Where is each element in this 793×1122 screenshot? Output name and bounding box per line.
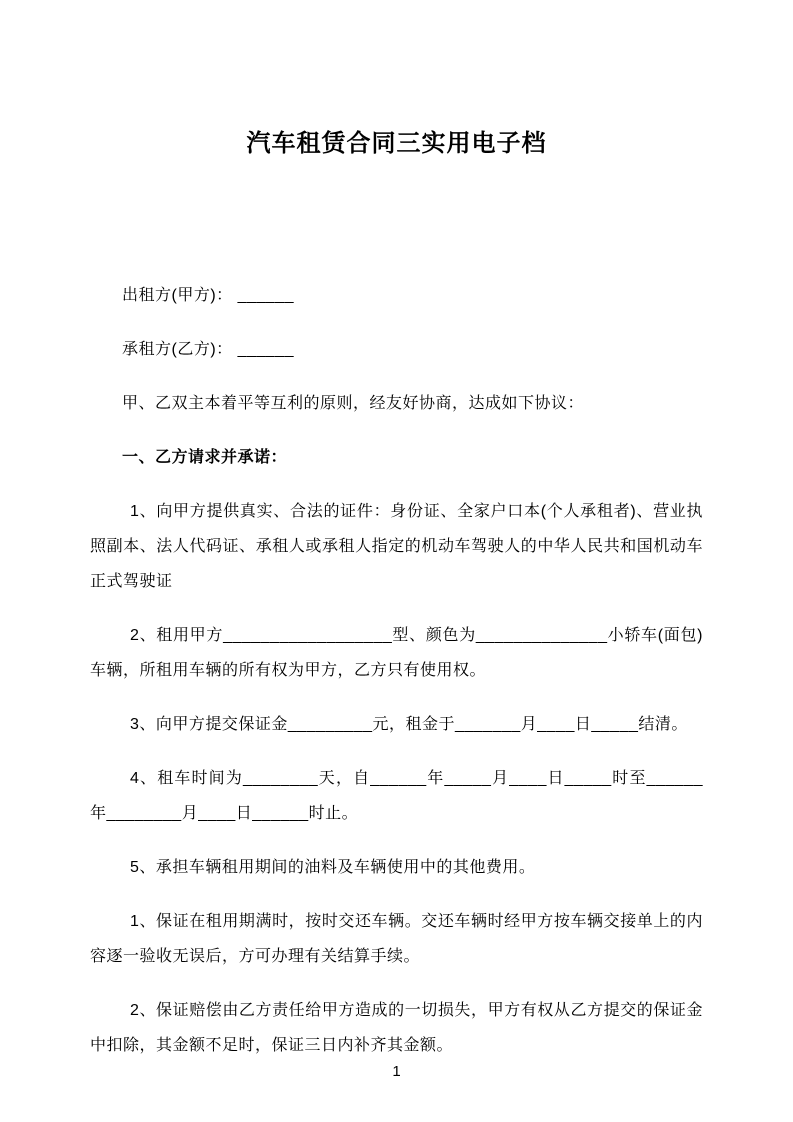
paragraph-guarantee-1-return: 1、保证在租用期满时，按时交还车辆。交还车辆时经甲方按车辆交接单上的内容逐一验收无误后，方可办理有关结算手续。 (90, 913, 703, 965)
paragraph-clause-2-vehicle: 2、租用甲方__________________型、颜色为______________小轿车(面包)车辆，所租用车辆的所有权为甲方，乙方只有使用权。 (90, 627, 703, 679)
section-heading-party-b-promises: 一、乙方请求并承诺： (122, 449, 288, 466)
paragraph-preamble: 甲、乙双主本着平等互利的原则，经友好协商，达成如下协议： (122, 395, 585, 412)
page-number: 1 (392, 1063, 401, 1080)
document-title: 汽车租赁合同三实用电子档 (246, 130, 547, 157)
paragraph-clause-5-expenses: 5、承担车辆租用期间的油料及车辆使用中的其他费用。 (130, 859, 536, 876)
paragraph-guarantee-2-compensation: 2、保证赔偿由乙方责任给甲方造成的一切损失，甲方有权从乙方提交的保证金中扣除，其金额不足时，保证三日内补齐其金额。 (90, 1002, 703, 1054)
paragraph-clause-4-rental-period: 4、租车时间为________天，自______年_____月____日_____时至______年________月____日______时止。 (90, 770, 703, 822)
paragraph-clause-3-deposit: 3、向甲方提交保证金_________元，租金于_______月____日_____结清。 (130, 716, 688, 733)
paragraph-lessee: 承租方(乙方)： ______ (122, 341, 294, 358)
paragraph-lessor: 出租方(甲方)： ______ (122, 287, 294, 304)
paragraph-clause-1-documents: 1、向甲方提供真实、合法的证件：身份证、全家户口本(个人承租者)、营业执照副本、法人代码证、承租人或承租人指定的机动车驾驶人的中华人民共和国机动车正式驾驶证 (90, 503, 703, 590)
